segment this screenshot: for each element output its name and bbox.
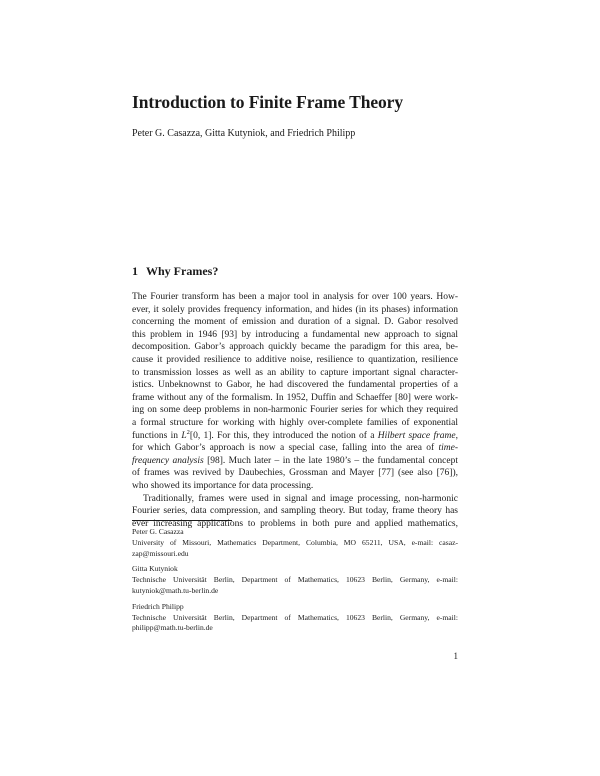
body-line: ever, it solely provides frequency information, and hides (in its phases) information	[132, 304, 458, 315]
footnote-affiliation: Peter G. Casazza University of Missouri, Mathematics Department, Columbia, MO 65211, USA, e-mail: casaz- zap@missouri.edu	[132, 527, 458, 558]
body-line: of frames was revived by Daubechies, Grossman and Mayer [77] (see also [76]),	[132, 468, 458, 479]
body-line: a formal structure for working with highly over-complete families of exponential	[132, 417, 458, 428]
footnote-affiliation: Friedrich Philipp Technische Universität Berlin, Department of Mathematics, 10623 Berlin, Germany, e-mail: philipp@math.tu-berlin.de	[132, 601, 458, 633]
footnote-affiliation: Gitta Kutyniok Technische Universität Berlin, Department of Mathematics, 10623 Berlin, Germany, e-mail: kutyniok@math.tu-berlin.de	[132, 564, 458, 595]
body-line: this problem in 1946 [93] by introducing a fundamental new approach to signal	[132, 329, 458, 340]
body-line: cause it provided resilience to additive noise, resilience to quantization, resilience	[132, 354, 458, 365]
body-line: ever increasing applications to problems in both pure and applied mathematics,	[132, 518, 458, 529]
footnotes	[132, 527, 458, 639]
body-line: concerning the moment of emission and duration of a signal. D. Gabor resolved	[132, 317, 458, 328]
body-line: decomposition. Gabor’s approach quickly became the paradigm for this area, be-	[132, 342, 458, 353]
body-line: Traditionally, frames were used in signal and image processing, non-harmonic	[143, 493, 458, 504]
math-symbol-L: L	[181, 430, 187, 441]
body-text	[132, 291, 458, 530]
term-hilbert-space-frame: Hilbert space frame	[377, 430, 456, 441]
body-line: frequency analysis [98]. Much later – in the late 1980’s – the fundamental concept	[132, 455, 458, 466]
footnote-rule	[132, 520, 232, 521]
body-line: The Fourier transform has been a major tool in analysis for over 100 years. How-	[132, 292, 458, 302]
body-line: who showed its importance for data processing.	[132, 480, 314, 491]
body-line: ing on some deep problems in non-harmonic Fourier series for which they required	[132, 405, 458, 416]
body-line-math: functions in $L^2[0$, 1]. For this, they introduced the notion of a Hilbert space frame,	[132, 428, 458, 441]
section-number: 1	[132, 264, 138, 278]
section-heading	[132, 264, 472, 278]
term-time-frequency-analysis: frequency analysis	[132, 455, 204, 466]
body-line: Fourier series, data compression, and sampling theory. But today, frame theory has	[132, 506, 458, 517]
body-line: for which Gabor’s approach is now a special case, falling into the area of time-	[132, 443, 458, 454]
author-list: Peter G. Casazza, Gitta Kutyniok, and Friedrich Philipp	[132, 128, 356, 139]
body-line: istics. Unbeknownst to Gabor, he had discovered the fundamental properties of a	[132, 380, 458, 391]
body-line: frame without any of the formalism. In 1952, Duffin and Schaeffer [80] were work-	[132, 392, 458, 403]
page-number: 1	[453, 651, 458, 661]
body-line: to transmission losses as well as an ability to capture important signal character-	[132, 367, 458, 378]
section-title: Why Frames?	[146, 264, 219, 278]
paper-title: Introduction to Finite Frame Theory	[132, 92, 403, 112]
